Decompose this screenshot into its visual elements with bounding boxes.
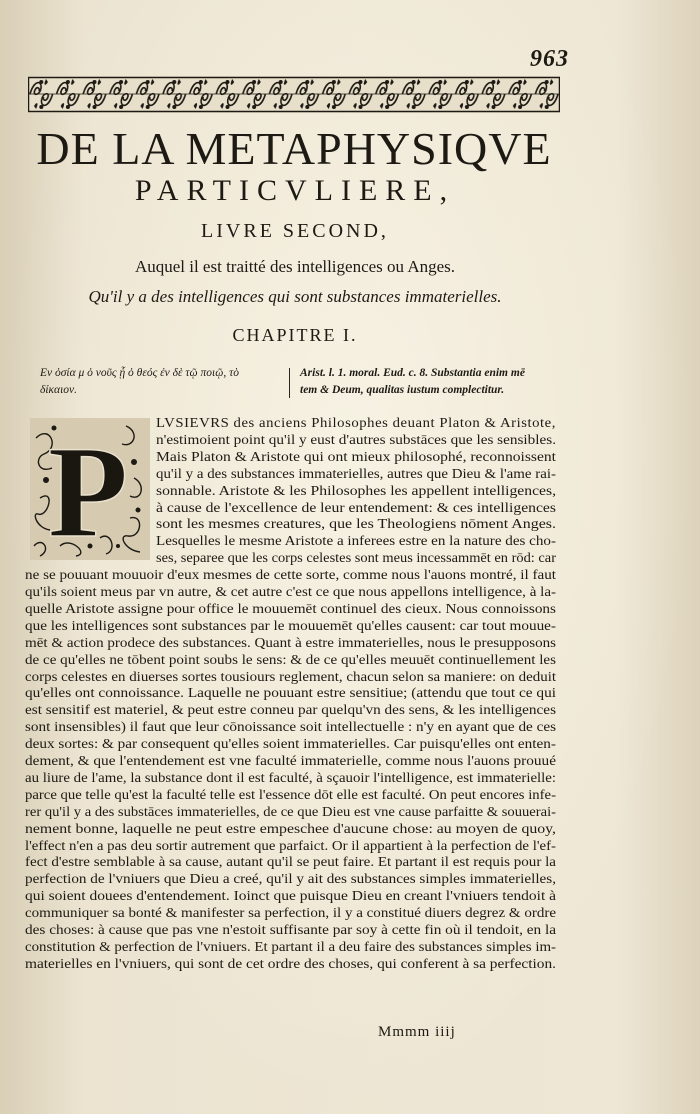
paragraph-line: communiquer sa bonté & manifester sa perfection, il y a constitué diuers degrez & ordre — [25, 905, 557, 921]
paragraph-line: parce que telle qu'est la faculté telle est l'essence dōt elle est faculté. On peut encores infe- — [25, 786, 556, 802]
paragraph-line: est sensitif est materiel, & peut estre conneu par quelqu'vn des sens, & les intelligences — [25, 702, 556, 718]
book-title: LIVRE SECOND, — [201, 220, 389, 242]
paragraph-line: sont les mesmes creatures, que les Theologiens nōment Anges. — [156, 516, 556, 532]
paragraph-line: que les intelligences sont substances par le mouuemēt qu'elles causent: car tout mouue- — [25, 617, 557, 633]
paragraph-line: materielles en l'vniuers, qui sont de cet ordre des choses, qui conferent à sa perfection. — [25, 955, 556, 971]
book-description: Auquel il est traitté des intelligences ou Anges. — [134, 257, 456, 276]
paragraph-line: ne se pouuant mouuoir d'eux mesmes de cette sorte, comme nous l'auons montré, il faut — [25, 567, 557, 583]
paragraph-line: qu'il y a des substances immaterielles, autres que Dieu & l'ame rai- — [156, 465, 557, 481]
paragraph-line: sonnable. Aristote & les Philosophes les appellent intelligences, — [156, 482, 557, 498]
paragraph-line: de ce qu'elles ne tōbent point soubs le sens: & de ce qu'elles meuuēt continuellement les — [25, 651, 556, 667]
paragraph-line: n'estimoient point qu'il y eust d'autres substāces que les sensibles. — [156, 431, 557, 447]
paragraph-line: corps celestes en diuerses sortes tousiours reglement, chacun selon sa maniere: on deduit — [25, 668, 557, 684]
greek-quote-line: Εν ὁσία μ ὁ νοῦς ᾗ ὁ θεός ἐν δὲ τῷ ποιῷ, τὸ — [40, 367, 239, 379]
paragraph-line: au liure de l'ame, la substance dont il est faculté, à sçauoir l'intelligence, est immaterielle: — [25, 769, 557, 785]
paragraph-line: mēt & action prodece des substances. Quant à estre immaterielles, nous le presupposons — [25, 634, 557, 650]
paragraph-line: Lesquelles le mesme Aristote a inferees estre en la nature des cho- — [156, 533, 556, 549]
title-line-2: PARTICVLIERE, — [134, 174, 456, 207]
paragraph-line: Mais Platon & Aristote qui ont mieux philosophé, reconnoissent — [156, 448, 556, 464]
margin-note-line: Arist. l. 1. moral. Eud. c. 8. Substantia enim mē — [300, 367, 525, 379]
paragraph-line: sont insensibles) il faut que leur cōnoissance soit intellectuelle : n'y en ayant que de ces — [25, 719, 557, 735]
paragraph-line: fect d'estre semblable à sa cause, autant qu'il se peut faire. Et partant il est requis pour la — [25, 854, 556, 870]
chapter-title: CHAPITRE I. — [232, 325, 358, 345]
paragraph-line: des choses: à cause que pas vne n'estoit suffisante par soy à cette fin où il tendoit, en la — [25, 922, 557, 937]
margin-note-line: tem & Deum, qualitas iustum complectitur. — [300, 384, 505, 396]
paragraph-line: qu'ils soient meus par vn autre, & cet autre c'est ce que nous appellons intelligence, à la- — [25, 584, 557, 599]
drop-cap-letter: P — [47, 418, 129, 560]
paragraph-line: LVSIEVRS des anciens Philosophes deuant Platon & Aristote, — [156, 415, 556, 430]
paragraph-line: rer qu'il y a des substāces immaterielles, de ce que Dieu est vne cause parfaitte & souuerai- — [25, 803, 557, 819]
paragraph-line: quelle Aristote assigne pour office le mouuemēt continuel des cieux. Nous connoissons — [25, 600, 556, 616]
paragraph-line: perfection de l'vniuers que Dieu a creé, qu'il y ait des substances simples immaterielles, — [25, 871, 557, 887]
signature-mark: Mmmm iiij — [378, 1024, 456, 1040]
paragraph-line: l'effect n'en a pas deu sortir autrement que parfaict. Or il appartient à la perfection de l'ef- — [25, 837, 556, 853]
paragraph-line: à cause de l'excellence de leur entendement: & ces intelligences — [156, 499, 556, 515]
paragraph-line: qu'elles ont connoissance. Laquelle ne pouuant estre sensitiue; (attendu que tout ce qui — [25, 685, 556, 701]
paragraph-line: nement bonne, laquelle ne peut estre empeschee d'aucune chose: au moyen de quoy, — [25, 820, 557, 836]
chapter-summary: Qu'il y a des intelligences qui sont substances immaterielles. — [88, 287, 502, 306]
page-number: 963 — [530, 46, 569, 72]
title-line-1: DE LA METAPHYSIQVE — [36, 123, 552, 174]
paragraph-line: deux sortes: & par consequent qu'elles soient immaterielles. Car puisqu'elles ont enten- — [25, 736, 556, 752]
paragraph-line: constitution & perfection de l'vniuers. Et partant il a deu faire des substances simples im- — [25, 938, 557, 954]
greek-quote-line: δίκαιον. — [40, 384, 78, 396]
paragraph-line: dement, & que l'entendement est vne faculté immaterielle, comme nous l'auons prouué — [25, 753, 556, 768]
paragraph-line: ses, separee que les corps celestes sont meus incessammēt en rōd: car — [156, 550, 557, 566]
paragraph-line: qui soient douees d'entendement. Ioinct que puisque Dieu en creant l'vniuers tendoit à — [25, 888, 556, 904]
